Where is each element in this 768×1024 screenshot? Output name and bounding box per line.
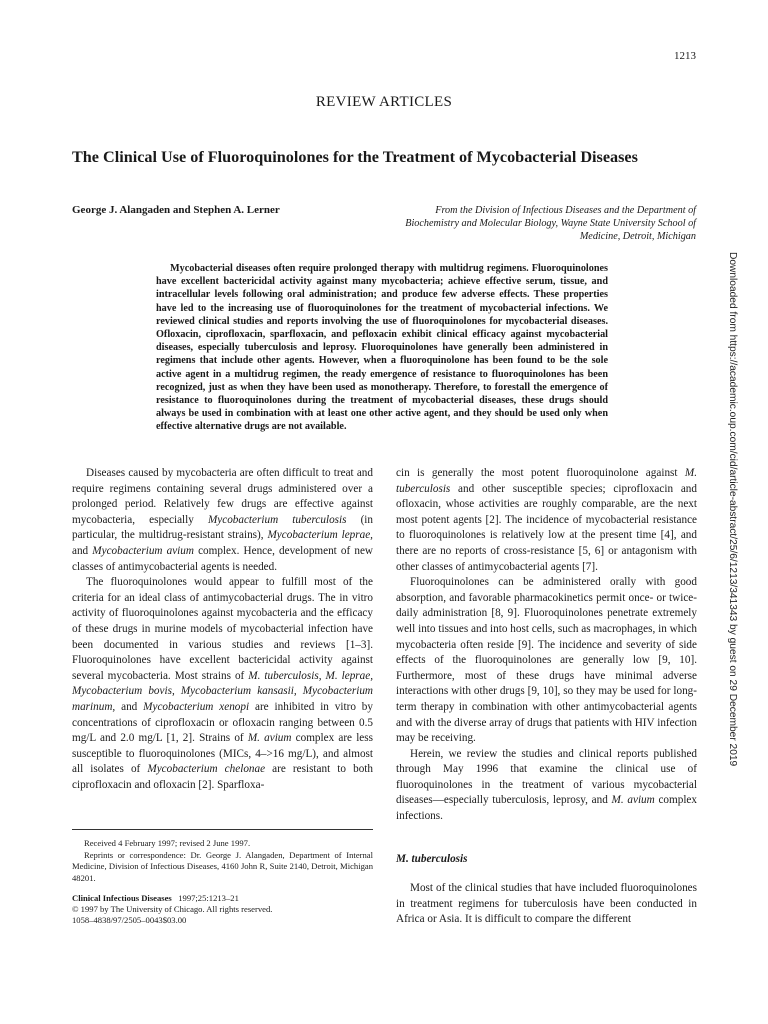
body-paragraph: Most of the clinical studies that have included fluoroquinolones in treatment regimens for tuberculosis have been conducted in Africa or Asia. It is difficult to compare the different [396, 882, 697, 926]
body-paragraph: Fluoroquinolones can be administered orally with good absorption, and favorable pharmacokinetics permit once- or twice-daily administration [8, 9]. Fluoroquinolones penetrate extremely well into tissues and into host cells, such as macrophages, in which mycobacteria often reside [9]. The incidence and severity of side effects of the fluoroquinolones are generally low [9, 10]. Furthermore, most of these drugs have minimal adverse interactions with other drugs [9, 10], so they may be used for long-term therapy in combination with other antimycobacterial agents and with the diverse array of drugs that patients with HIV infection may be receiving. [396, 576, 697, 745]
journal-citation: Clinical Infectious Diseases 1997;25:1213–21 [72, 893, 239, 903]
body-right-column-continued [396, 881, 697, 928]
body-paragraph: Herein, we review the studies and clinical reports published through May 1996 that examine the clinical use of fluoroquinolones in the treatment of various mycobacterial diseases—especially tuberculosis, leprosy, and M. avium complex infections. [396, 747, 697, 823]
author-affiliation: From the Division of Infectious Diseases and the Department of Biochemistry and Molecular Biology, Wayne State University School of Medicine, Detroit, Michigan [405, 205, 696, 243]
author-list: George J. Alangaden and Stephen A. Lerner [72, 204, 280, 216]
body-left-column [72, 466, 373, 793]
section-header: REVIEW ARTICLES [315, 94, 453, 110]
body-right-column [396, 466, 697, 825]
received-date: Received 4 February 1997; revised 2 June 1997. [84, 838, 251, 848]
page-number: 1213 [674, 50, 696, 62]
issn-line: 1058–4838/97/2505–0043$03.00 [72, 915, 187, 926]
footnotes [72, 838, 373, 884]
abstract: Mycobacterial diseases often require prolonged therapy with multidrug regimens. Fluoroquinolones have excellent bactericidal activity against many mycobacteria; achieve effective serum, tissue, and intracellular levels following oral administration; and produce few adverse effects. These properties have led to the increasing use of fluoroquinolones for the treatment of mycobacterial infections. We reviewed clinical studies and reports involving the use of fluoroquinolones for mycobacterial diseases. Ofloxacin, ciprofloxacin, sparfloxacin, and pefloxacin exhibit clinical efficacy against mycobacterial diseases, especially tuberculosis and leprosy. Fluoroquinolones have generally been administered in regimens that include other agents. However, when a fluoroquinolone has been found to be the sole active agent in a multidrug regimen, the ready emergence of resistance to fluoroquinolones has been recognized, just as when they have been used as monotherapy. Therefore, to forestall the emergence of resistance to fluoroquinolones during the treatment of mycobacterial diseases, these drugs should always be used in combination with at least one other active agent, and they should be used only when effective alternative drugs are not available. [156, 263, 608, 433]
correspondence-note: Reprints or correspondence: Dr. George J. Alangaden, Department of Internal Medicine, Division of Infectious Diseases, 4160 John R, Suite 2140, Detroit, Michigan 48201. [72, 849, 373, 883]
journal-info [72, 893, 373, 927]
download-watermark: Downloaded from https://academic.oup.com/cid/article-abstract/25/6/1213/341343 by guest on 29 December 2019 [727, 252, 738, 767]
body-paragraph: cin is generally the most potent fluoroquinolone against M. tuberculosis and other susceptible species; ciprofloxacin and ofloxacin, whose activities are roughly comparable, are the next most potent agents [2]. The incidence of mycobacterial resistance to fluoroquinolones is relatively low at the present time [4], and there are no reports of cross-resistance [5, 6] or antagonism with other classes of antimycobacterial agents [7]. [396, 467, 697, 573]
footnote-divider [72, 829, 373, 830]
copyright-notice: © 1997 by The University of Chicago. All rights reserved. [72, 904, 273, 915]
journal-name: Clinical Infectious Diseases [72, 893, 172, 903]
body-paragraph: Diseases caused by mycobacteria are often difficult to treat and require regimens containing several drugs administered over a prolonged period. Relatively few drugs are effective against mycobacteria, especially Mycobacterium tuberculosis (in particular, the multidrug-resistant strains), Mycobacterium leprae, and Mycobacterium avium complex. Hence, development of new classes of antimycobacterial agents is needed. [72, 467, 374, 573]
section-heading: M. tuberculosis [396, 853, 468, 865]
article-title: The Clinical Use of Fluoroquinolones for the Treatment of Mycobacterial Diseases [72, 148, 638, 166]
body-paragraph: The fluoroquinolones would appear to fulfill most of the criteria for an ideal class of antimycobacterial drugs. The in vitro activity of fluoroquinolones against mycobacteria and the efficacy of these drugs in murine models of mycobacterial infection have been documented in various studies and reviews [1–3]. Fluoroquinolones have excellent bactericidal activity against several mycobacteria. Most strains of M. tuberculosis, M. leprae, Mycobacterium bovis, Mycobacterium kansasii, Mycobacterium marinum, and Mycobacterium xenopi are inhibited in vitro by concentrations of ciprofloxacin or ofloxacin ranging between 0.5 mg/L and 2.0 mg/L [1, 2]. Strains of M. avium complex are less susceptible to fluoroquinolones (MICs, 4–>16 mg/L), and almost all isolates of Mycobacterium chelonae are resistant to both ciprofloxacin and ofloxacin [2]. Sparfloxa- [72, 576, 373, 791]
